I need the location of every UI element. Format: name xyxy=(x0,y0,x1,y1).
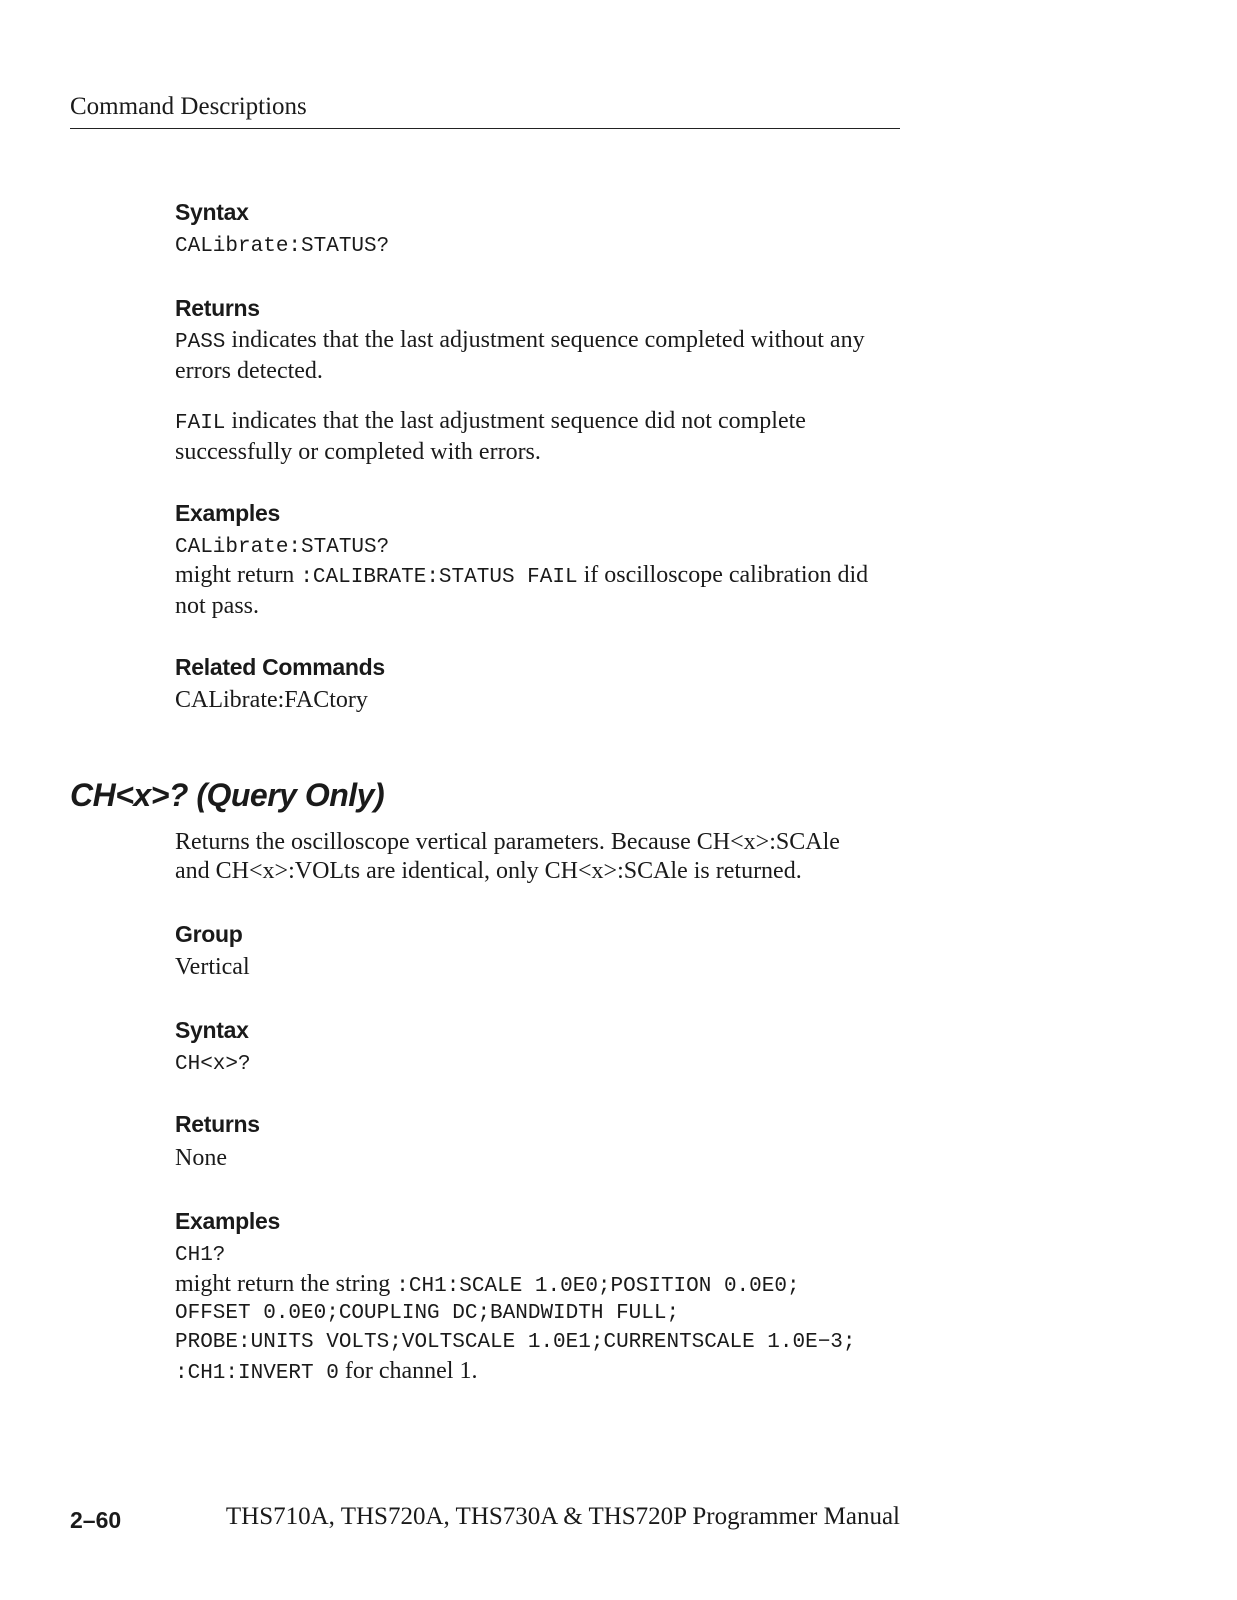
chx-example-code-3: PROBE:UNITS VOLTS;VOLTSCALE 1.0E1;CURRENTSCALE 1.0E−3; xyxy=(175,1331,856,1354)
pass-keyword: PASS xyxy=(175,331,226,354)
section-heading-chx: CH<x>? (Query Only) xyxy=(70,777,385,813)
fail-description: indicates that the last adjustment sequence did not complete successfully or completed with errors. xyxy=(175,408,806,465)
group-value: Vertical xyxy=(175,954,250,980)
chx-syntax-command: CH<x>? xyxy=(175,1053,251,1076)
chx-example-suffix: for channel 1. xyxy=(338,1358,478,1384)
example-result xyxy=(175,561,875,621)
examples-label: Examples xyxy=(175,500,280,526)
group-label: Group xyxy=(175,921,243,947)
syntax-label: Syntax xyxy=(175,199,249,225)
fail-keyword: FAIL xyxy=(175,412,226,435)
example-result-code: :CALIBRATE:STATUS FAIL xyxy=(300,566,578,589)
chx-description-line2: and CH<x>:VOLts are identical, only CH<x>:SCAle is returned. xyxy=(175,858,802,884)
example-result-prefix: might return xyxy=(175,562,301,588)
related-command-link: CALibrate:FACtory xyxy=(175,687,368,713)
page-number: 2–60 xyxy=(70,1507,122,1533)
manual-title: THS710A, THS720A, THS730A & THS720P Programmer Manual xyxy=(225,1503,900,1530)
related-commands-label: Related Commands xyxy=(175,654,385,680)
chx-example-line1 xyxy=(175,1270,900,1301)
example-result-suffix: if oscilloscope calibration did not pass. xyxy=(175,562,869,619)
chx-example-line4 xyxy=(175,1357,900,1388)
running-header: Command Descriptions xyxy=(70,92,900,129)
chx-example-prefix: might return the string xyxy=(175,1271,397,1297)
chx-example-code-4: :CH1:INVERT 0 xyxy=(175,1362,339,1385)
syntax-command: CALibrate:STATUS? xyxy=(175,235,390,258)
pass-description: indicates that the last adjustment sequence completed without any errors detected. xyxy=(175,327,865,384)
returns-label: Returns xyxy=(175,295,260,321)
chx-example-code-2: OFFSET 0.0E0;COUPLING DC;BANDWIDTH FULL; xyxy=(175,1302,680,1325)
chx-example-command: CH1? xyxy=(175,1244,226,1267)
example-command: CALibrate:STATUS? xyxy=(175,536,390,559)
chx-returns-value: None xyxy=(175,1145,227,1171)
chx-examples-label: Examples xyxy=(175,1208,280,1234)
chx-syntax-label: Syntax xyxy=(175,1017,249,1043)
chx-example-code-1: :CH1:SCALE 1.0E0;POSITION 0.0E0; xyxy=(396,1275,800,1298)
chx-description-line1: Returns the oscilloscope vertical parameters. Because CH<x>:SCAle xyxy=(175,829,840,855)
returns-pass-paragraph xyxy=(175,326,875,386)
returns-fail-paragraph xyxy=(175,407,865,467)
chx-returns-label: Returns xyxy=(175,1111,260,1137)
